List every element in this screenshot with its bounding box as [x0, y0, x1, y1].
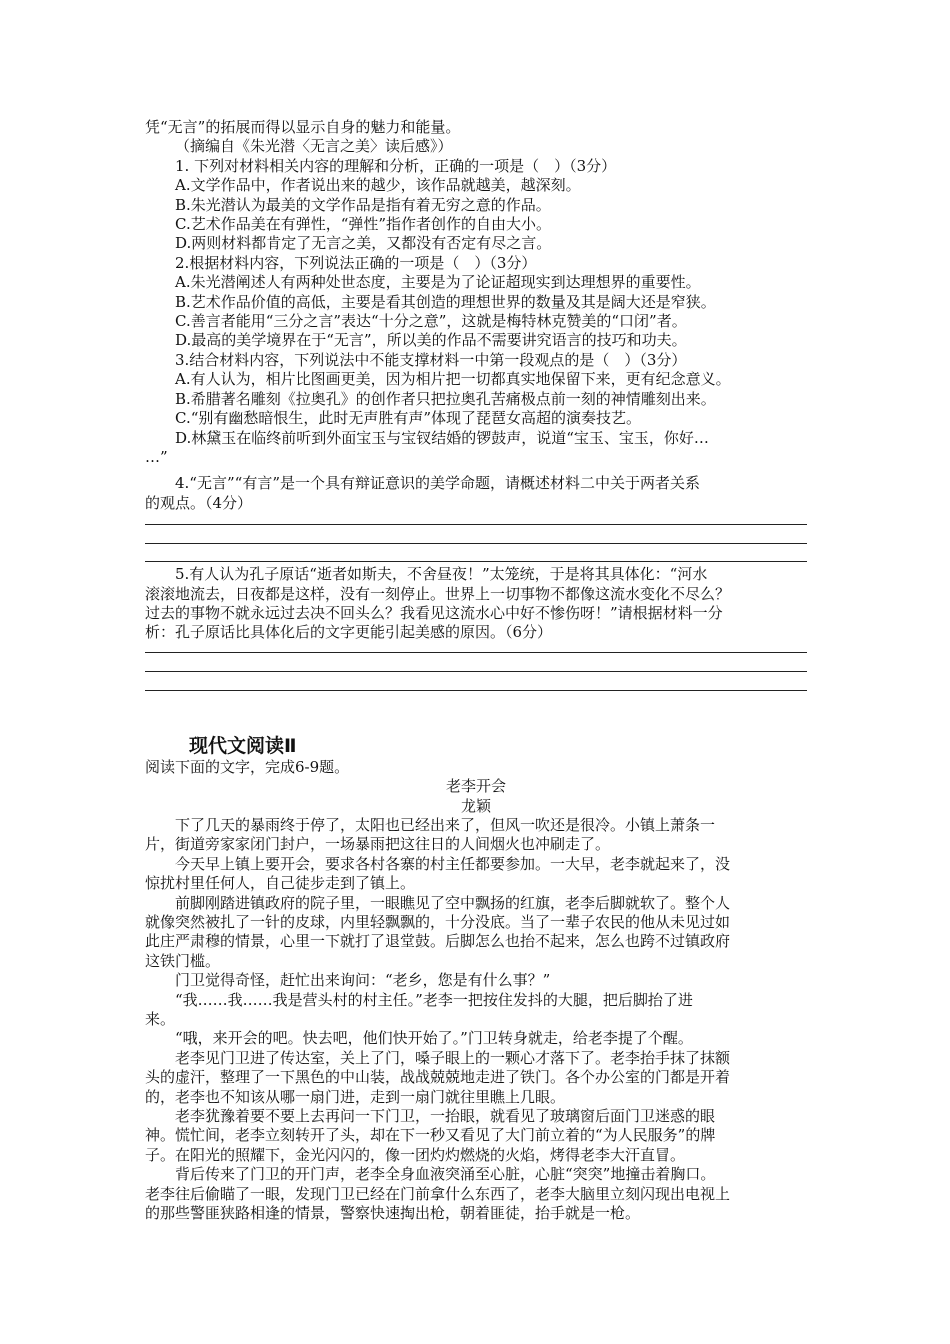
answer-line	[145, 652, 807, 653]
answer-line	[145, 561, 807, 562]
story-title: 老李开会	[445, 777, 506, 796]
question-4-line-2: 的观点。（4分）	[145, 493, 253, 512]
paragraph-line: 这铁门槛。	[145, 951, 221, 970]
paragraph-line: 背后传来了门卫的开门声，老李全身血液突涌至心脏，心脏“突突”地撞击着胸口。	[175, 1165, 716, 1184]
answer-line	[145, 543, 807, 544]
question-stem: 3.结合材料内容，下列说法中不能支撑材料一中第一段观点的是（ ）（3分）	[175, 350, 687, 369]
question-4-line-1: 4.“无言”“有言”是一个具有辩证意识的美学命题，请概述材料二中关于两者关系	[175, 474, 700, 493]
section-instruction: 阅读下面的文字，完成6-9题。	[145, 757, 350, 776]
paragraph-line: “我……我……我是营头村的村主任。”老李一把按住发抖的大腿，把后脚抬了进	[175, 990, 693, 1009]
option-d: D.林黛玉在临终前听到外面宝玉与宝钗结婚的锣鼓声，说道“宝玉、宝玉，你好…	[175, 428, 709, 447]
option-a: A.有人认为，相片比图画更美，因为相片把一切都真实地保留下来，更有纪念意义。	[175, 370, 731, 389]
section-title: 现代文阅读Ⅱ	[189, 734, 297, 757]
question-4	[145, 474, 807, 513]
answer-area-q5[interactable]	[145, 652, 807, 691]
question-5	[145, 565, 807, 643]
option-d: D.最高的美学境界在于“无言”，所以美的作品不需要讲究语言的技巧和功夫。	[175, 331, 687, 350]
paragraph-line: 子。在阳光的照耀下，金光闪闪的，像一团灼灼燃烧的火焰，烤得老李大汗直冒。	[145, 1145, 686, 1164]
option-d: D.两则材料都肯定了无言之美，又都没有否定有尽之言。	[175, 234, 552, 253]
option-b: B.希腊著名雕刻《拉奥孔》的创作者只把拉奥孔苦痛极点前一刻的神情雕刻出来。	[175, 389, 716, 408]
question-2	[145, 254, 807, 351]
paragraph-line: 门卫觉得奇怪，赶忙出来询问：“老乡，您是有什么事？”	[175, 971, 551, 990]
question-stem: 1. 下列对材料相关内容的理解和分析，正确的一项是（ ）（3分）	[175, 156, 617, 175]
option-c: C.“别有幽愁暗恨生，此时无声胜有声”体现了琵琶女高超的演奏技艺。	[175, 409, 642, 428]
option-d-continuation: …”	[145, 447, 168, 466]
option-a: A.文学作品中，作者说出来的越少，该作品就越美，越深刻。	[175, 176, 581, 195]
paragraph-line: 前脚刚踏进镇政府的院子里，一眼瞧见了空中飘扬的红旗，老李后脚就软了。整个人	[175, 893, 731, 912]
intro-tail: 凭“无言”的拓展而得以显示自身的魅力和能量。	[145, 118, 461, 136]
paragraph-line: 此庄严肃穆的情景，心里一下就打了退堂鼓。后脚怎么也抬不起来，怎么也跨不过镇政府	[145, 932, 731, 951]
paragraph-line: 惊扰村里任何人，自己徒步走到了镇上。	[145, 874, 416, 893]
paragraph-line: 的那些警匪狭路相逢的情景，警察快速掏出枪，朝着匪徒，抬手就是一枪。	[145, 1204, 641, 1223]
paragraph-line: 就像突然被扎了一针的皮球，内里轻飘飘的，十分没底。当了一辈子农民的他从未见过如	[145, 913, 731, 931]
story-body	[145, 816, 807, 1224]
paragraph-line: “哦，来开会的吧。快去吧，他们快开始了。”门卫转身就走，给老李提了个醒。	[175, 1029, 693, 1048]
paragraph-line: 老李见门卫进了传达室，关上了门，嗓子眼上的一颗心才落下了。老李抬手抹了抹额	[175, 1048, 731, 1067]
paragraph-line: 片，街道旁家家闭门封户，一场暴雨把这往日的人间烟火也冲刷走了。	[145, 835, 611, 854]
paragraph-line: 来。	[145, 1010, 176, 1029]
answer-area-q4[interactable]	[145, 524, 807, 562]
question-5-line-4: 析：孔子原话比具体化后的文字更能引起美感的原因。（6分）	[145, 623, 553, 642]
paragraph-line: 老李往后偷瞄了一眼，发现门卫已经在门前拿什么东西了，老李大脑里立刻闪现出电视上	[145, 1184, 731, 1203]
paragraph-line: 老李犹豫着要不要上去再问一下门卫，一抬眼，就看见了玻璃窗后面门卫迷惑的眼	[175, 1107, 716, 1126]
option-b: B.朱光潜认为最美的文学作品是指有着无穷之意的作品。	[175, 195, 551, 214]
paragraph-line: 今天早上镇上要开会，要求各村各寨的村主任都要参加。一大早，老李就起来了，没	[175, 854, 731, 873]
answer-line	[145, 671, 807, 672]
option-c: C.善言者能用“三分之言”表达“十分之意”，这就是梅特林克赞美的“口闭”者。	[175, 312, 687, 331]
story-author: 龙颖	[460, 796, 491, 815]
document-page	[145, 118, 807, 1224]
question-1	[145, 157, 807, 254]
question-5-line-2: 滚滚地流去，日夜都是这样，没有一刻停止。世界上一切事物不都像这流水变化不尽么？	[145, 584, 731, 603]
source-note: （摘编自《朱光潜〈无言之美〉读后感》）	[175, 137, 453, 156]
option-c: C.艺术作品美在有弹性，“弹性”指作者创作的自由大小。	[175, 215, 552, 234]
paragraph-line: 神。慌忙间，老李立刻转开了头，却在下一秒又看见了大门前立着的“为人民服务”的牌	[145, 1126, 716, 1145]
paragraph-line: 的，老李也不知该从哪一扇门进，走到一扇门就往里瞧上几眼。	[145, 1087, 566, 1106]
option-b: B.艺术作品价值的高低，主要是看其创造的理想世界的数量及其是阔大还是窄狭。	[175, 292, 716, 311]
paragraph-line: 头的虚汗，整理了一下黑色的中山装，战战兢兢地走进了铁门。各个办公室的门都是开着	[145, 1068, 731, 1087]
question-stem: 2.根据材料内容，下列说法正确的一项是（ ）（3分）	[175, 253, 537, 272]
question-3	[145, 351, 807, 467]
question-5-line-3: 过去的事物不就永远过去决不回头么？我看见这流水心中好不惨伤呀！”请根据材料一分	[145, 603, 723, 622]
paragraph-line: 下了几天的暴雨终于停了，太阳也已经出来了，但风一吹还是很冷。小镇上萧条一	[175, 815, 716, 834]
answer-line	[145, 524, 807, 525]
question-5-line-1: 5.有人认为孔子原话“逝者如斯夫，不舍昼夜！”太笼统，于是将其具体化：“河水	[175, 565, 708, 584]
option-a: A.朱光潜阐述人有两种处世态度，主要是为了论证超现实到达理想界的重要性。	[175, 273, 701, 292]
answer-line	[145, 690, 807, 691]
